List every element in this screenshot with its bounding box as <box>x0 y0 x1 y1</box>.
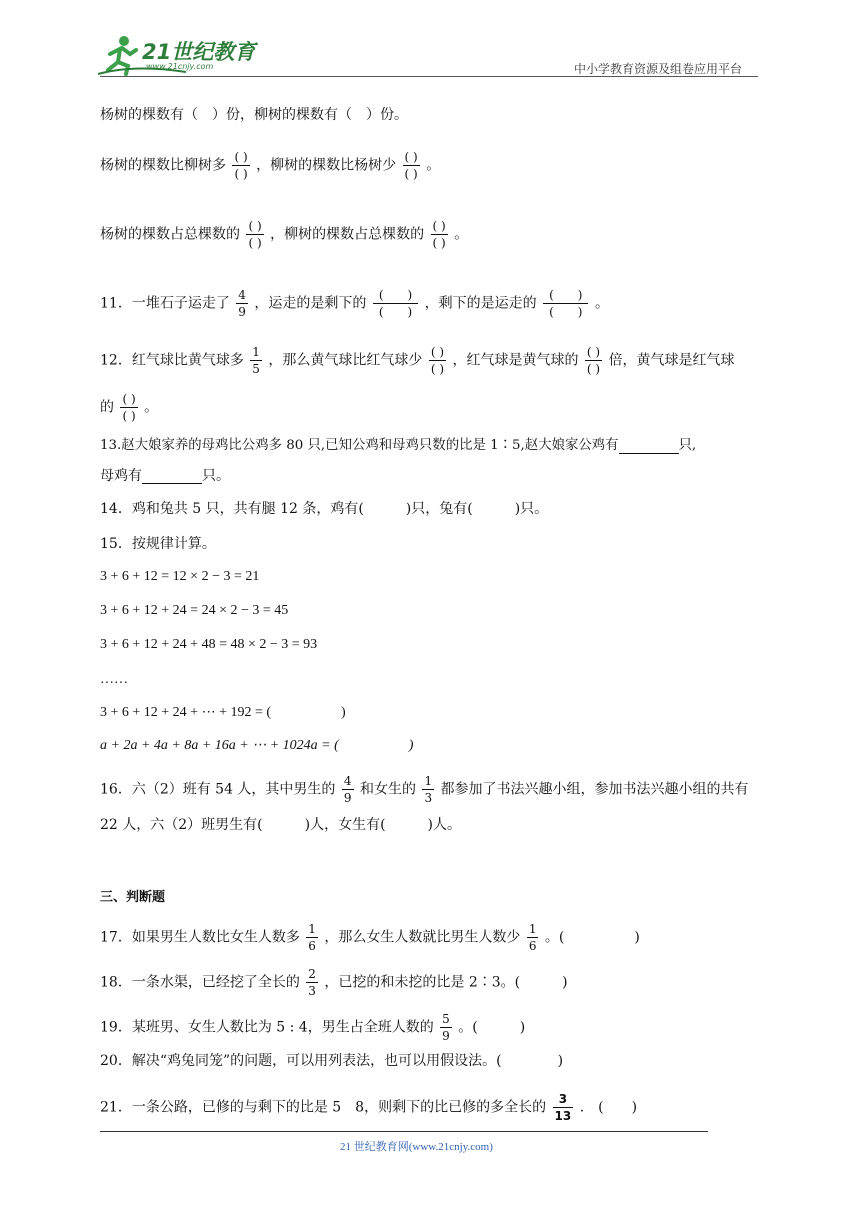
question-17 <box>100 922 640 953</box>
question-12-cont <box>100 392 158 423</box>
text: 。( ) <box>458 1019 526 1036</box>
text: 的 <box>100 399 114 416</box>
footer-divider <box>100 1131 708 1132</box>
text: 17．如果男生人数比女生人数多 <box>100 929 300 946</box>
text: 和女生的 <box>359 781 416 798</box>
blank-fraction[interactable]: $\frac{( )}{( )}$ <box>404 150 418 181</box>
line-poplar-parts <box>100 105 408 125</box>
text: 母鸡有 <box>100 468 142 484</box>
fraction: $\frac{4}{9}$ <box>238 288 246 319</box>
question-16-cont <box>100 815 461 835</box>
text: . ( ) <box>579 1099 638 1116</box>
question-14 <box>100 499 548 519</box>
question-15 <box>100 534 216 554</box>
line-poplar-vs-willow <box>100 150 440 181</box>
text: 22 人，六（2）班男生有( )人，女生有( )人。 <box>100 817 462 833</box>
fraction: $\frac{1}{6}$ <box>528 922 537 953</box>
logo-title: 21世纪教育 <box>142 40 256 64</box>
math-line-2: 3 + 6 + 12 + 24 = 24 × 2 − 3 = 45 <box>100 603 289 618</box>
text: ，那么女生人数就比男生人数少 <box>324 929 521 946</box>
text: 。 <box>144 399 159 416</box>
text: ，运走的是剩下的 <box>254 295 367 312</box>
fraction: $\frac{5}{9}$ <box>442 1012 450 1043</box>
site-logo <box>96 34 266 76</box>
text: 11．一堆石子运走了 <box>100 295 230 312</box>
text: 15．按规律计算。 <box>100 536 216 552</box>
fraction: $\frac{1}{5}$ <box>252 345 260 376</box>
blank-fraction[interactable]: $\frac{( )}{( )}$ <box>543 288 588 319</box>
section-title: 三、判断题 <box>100 890 166 905</box>
question-13 <box>100 436 696 457</box>
question-12 <box>100 345 735 376</box>
text: 倍，黄气球是红气球 <box>608 352 735 369</box>
answer-blank[interactable] <box>142 469 202 484</box>
text: 。 <box>594 295 609 312</box>
fraction: $\frac{1}{6}$ <box>308 922 316 953</box>
fraction: $\frac{4}{9}$ <box>343 774 352 805</box>
blank-fraction[interactable]: $\frac{( )}{( )}$ <box>432 219 446 250</box>
text: ，红气球是黄气球的 <box>452 352 579 369</box>
question-18 <box>100 967 568 998</box>
text: 12．红气球比黄气球多 <box>100 352 244 369</box>
fraction: $\frac{3}{13}$ <box>554 1092 572 1123</box>
question-13-cont <box>100 466 230 486</box>
text: 21．一条公路，已修的与剩下的比是 5 8，则剩下的比已修的多全长的 <box>100 1099 547 1116</box>
text: 。 <box>426 157 441 174</box>
text: ，剩下的是运走的 <box>424 295 537 312</box>
text: 杨树的棵数有（ ）份，柳树的棵数有（ ）份。 <box>100 107 408 123</box>
text: 只, <box>678 438 697 453</box>
blank-fraction[interactable]: $\frac{( )}{( )}$ <box>248 219 262 250</box>
text: 。( ) <box>544 929 640 946</box>
text: 16．六（2）班有 54 人，其中男生的 <box>100 781 336 798</box>
math-line-3: 3 + 6 + 12 + 24 + 48 = 48 × 2 − 3 = 93 <box>100 637 318 652</box>
question-11 <box>100 288 609 319</box>
math-line-6: a + 2a + 4a + 8a + 16a + ⋯ + 1024a = ( ) <box>100 738 414 753</box>
answer-blank[interactable] <box>619 439 679 454</box>
text: ，柳树的棵数占总棵数的 <box>270 226 425 243</box>
blank-fraction[interactable]: $\frac{( )}{( )}$ <box>122 392 136 423</box>
text: 只。 <box>202 468 230 484</box>
line-share-of-total <box>100 219 468 250</box>
text: 14．鸡和兔共 5 只，共有腿 12 条，鸡有( )只，兔有( )只。 <box>100 501 549 517</box>
text: 18．一条水渠，已经挖了全长的 <box>100 974 300 991</box>
blank-fraction[interactable]: $\frac{( )}{( )}$ <box>234 150 248 181</box>
text: ，已挖的和未挖的比是 2∶3。( ) <box>324 974 568 991</box>
question-21 <box>100 1092 637 1123</box>
blank-fraction[interactable]: $\frac{( )}{( )}$ <box>430 345 445 376</box>
fraction: $\frac{2}{3}$ <box>308 967 316 998</box>
fraction: $\frac{1}{3}$ <box>424 774 433 805</box>
blank-fraction[interactable]: $\frac{( )}{( )}$ <box>373 288 418 319</box>
text: ，那么黄气球比红气球少 <box>268 352 423 369</box>
logo-url: www.21cnjy.com <box>146 62 214 71</box>
question-19 <box>100 1012 525 1043</box>
text: 。 <box>454 226 469 243</box>
ellipsis: …… <box>100 672 128 687</box>
text: 杨树的棵数占总棵数的 <box>100 226 240 243</box>
math-line-1: 3 + 6 + 12 = 12 × 2 − 3 = 21 <box>100 569 260 584</box>
blank-fraction[interactable]: $\frac{( )}{( )}$ <box>586 345 601 376</box>
math-line-5: 3 + 6 + 12 + 24 + ⋯ + 192 = ( ) <box>100 705 346 720</box>
text: 都参加了书法兴趣小组，参加书法兴趣小组的共有 <box>440 781 749 798</box>
question-20 <box>100 1051 563 1071</box>
header-divider <box>100 76 758 77</box>
text: 20．解决“鸡兔同笼”的问题，可以用列表法，也可以用假设法。( ) <box>100 1053 564 1069</box>
text: 13.赵大娘家养的母鸡比公鸡多 80 只,已知公鸡和母鸡只数的比是 1∶5,赵大娘家公鸡有 <box>100 438 619 453</box>
text: 19．某班男、女生人数比为 5 : 4，男生占全班人数的 <box>100 1019 434 1036</box>
footer-link[interactable]: 21 世纪教育网(www.21cnjy.com) <box>340 1141 493 1153</box>
text: 杨树的棵数比柳树多 <box>100 157 226 174</box>
question-16 <box>100 774 749 805</box>
text: ，柳树的棵数比杨树少 <box>256 157 397 174</box>
platform-title: 中小学教育资源及组卷应用平台 <box>574 62 743 76</box>
